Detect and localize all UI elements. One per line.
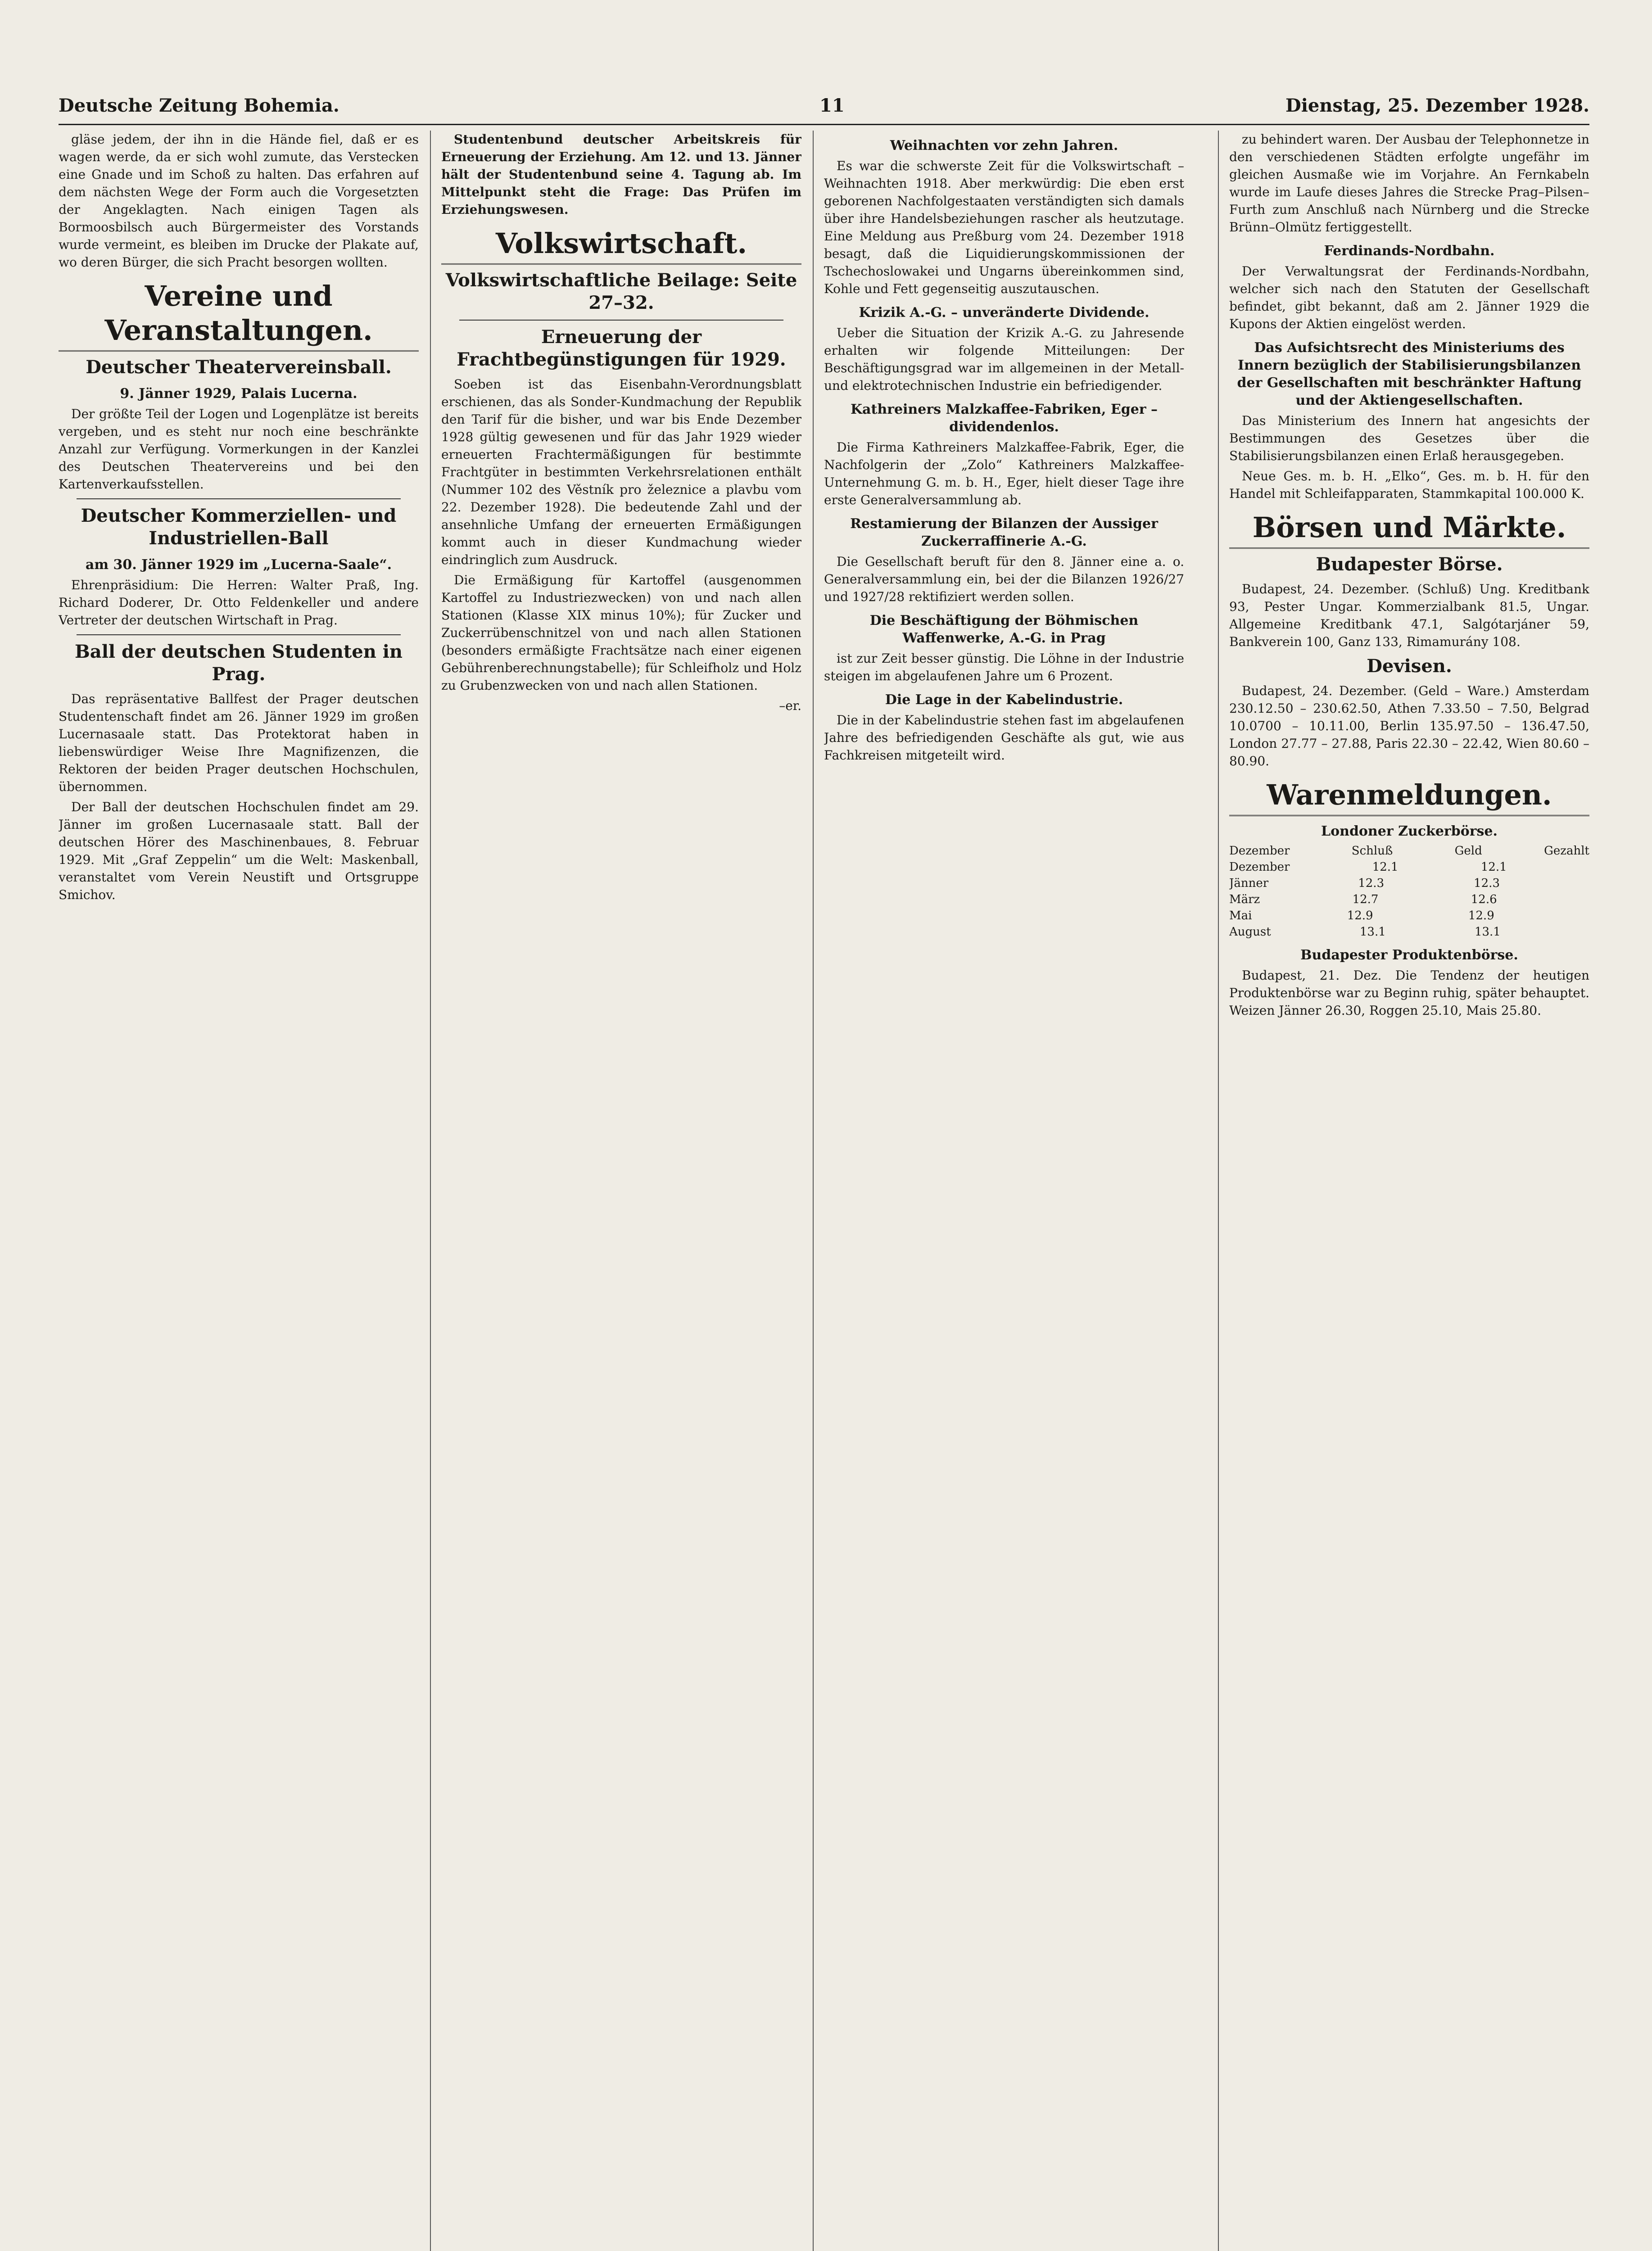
- table-cell: 12.9: [1468, 909, 1494, 922]
- column-divider: [430, 131, 431, 2251]
- article-heading: Weihnachten vor zehn Jahren.: [890, 138, 1118, 154]
- table-cell: März: [1229, 893, 1260, 906]
- divider: [459, 320, 783, 321]
- issue-date: Dienstag, 25. Dezember 1928.: [1285, 95, 1589, 116]
- article-text: Soeben ist das Eisenbahn-Verordnungsblatt erschienen, das als Sonder-Kundmachung der Republik den Tarif für die bisher, und war bis Ende Dezember 1928 gültig gewesenen und für das Jahr 1929 wieder erneuerten Frachtermäßigungen für bestimmte Frachtgüter in bestimmten Verkehrsrelationen enthält (Nummer 102 des Věstník pro železnice a plavbu vom 22. Dezember 1928). Die bedeutende Zahl und der ansehnliche Umfang der erneuerten Ermäßigungen kommt auch in dieser Kundmachung wieder eindringlich zum Ausdruck.: [441, 377, 801, 567]
- column-divider: [1218, 131, 1219, 2251]
- table-cell: 12.9: [1347, 909, 1373, 922]
- table-row: [1229, 908, 1589, 924]
- table-cell: August: [1229, 925, 1271, 939]
- table-cell: Dezember: [1229, 860, 1290, 874]
- article-text: Budapest, 21. Dez. Die Tendenz der heutigen Produktenbörse war zu Beginn ruhig, später behauptet. Weizen Jänner 26.30, Roggen 25.10, Mais 25.80.: [1229, 968, 1589, 1018]
- article-text: Die in der Kabelindustrie stehen fast im abgelaufenen Jahre des befriedigenden Geschäfte als gut, wie aus Fachkreisen mitgeteilt wird.: [824, 713, 1184, 763]
- newspaper-title: Deutsche Zeitung Bohemia.: [59, 95, 339, 116]
- article-subheading: 9. Jänner 1929, Palais Lucerna.: [120, 386, 358, 402]
- article-heading: Devisen.: [1367, 655, 1452, 677]
- article-text: Studentenbund deutscher Arbeitskreis für Erneuerung der Erziehung. Am 12. und 13. Jänner hält der Studentenbund seine 4. Tagung ab. Im Mittelpunkt steht die Frage: Das Prüfen im Erziehungswesen.: [441, 132, 801, 217]
- article-text: Budapest, 24. Dezember. (Geld – Ware.) Amsterdam 230.12.50 – 230.62.50, Athen 7.33.50 – 7.50, Belgrad 10.0700 – 10.11.00, Berlin 135.97.50 – 136.47.50, London 27.77 – 27.88, Paris 22.30 – 22.42, Wien 80.60 – 80.90.: [1229, 683, 1589, 768]
- table-header: [1229, 843, 1589, 859]
- article-text: Die Ermäßigung für Kartoffel (ausgenommen Kartoffel zu Industriezwecken) von und nach allen Stationen (Klasse XIX minus 10%); für Zucker und Zuckerrübenschnitzel von und nach allen Stationen (besonders ermäßigte Frachtsätze nach einer eigenen Gebührenberechnungstabelle); für Schleifholz und Holz zu Grubenzwecken von und nach allen Stationen.: [441, 573, 801, 693]
- table-cell: 13.1: [1474, 925, 1501, 939]
- divider: [77, 634, 401, 635]
- article-text: Der Ball der deutschen Hochschulen findet am 29. Jänner im großen Lucernasaale statt. Ball der deutschen Hörer des Maschinenbaues, 8. Februar 1929. Mit „Graf Zeppelin“ um die Welt: Maskenball, veranstaltet vom Verein Neustift und Ortsgruppe Smichov.: [59, 800, 419, 902]
- table-cell: 12.3: [1474, 877, 1500, 890]
- article-heading: Ferdinands-Nordbahn.: [1324, 243, 1495, 259]
- divider: [77, 498, 401, 499]
- section-heading: Vereine und Veranstaltungen.: [59, 279, 419, 352]
- section-heading: Börsen und Märkte.: [1229, 511, 1589, 549]
- article-text: Die Gesellschaft beruft für den 8. Jänner eine a. o. Generalversammlung ein, bei der die Bilanzen 1926/27 und 1927/28 rektifiziert werden sollen.: [824, 554, 1184, 604]
- table-row: [1229, 859, 1589, 875]
- table-cell: 12.1: [1480, 860, 1507, 874]
- article-heading: Budapester Börse.: [1316, 554, 1503, 575]
- column-2: [441, 131, 801, 2251]
- article-text: Ehrenpräsidium: Die Herren: Walter Praß, Ing. Richard Doderer, Dr. Otto Feldenkeller und andere Vertreter der deutschen Wirtschaft in Prag.: [59, 578, 419, 628]
- table-cell: Mai: [1229, 909, 1252, 922]
- table-cell: 12.7: [1352, 893, 1379, 906]
- article-text: Der Verwaltungsrat der Ferdinands-Nordbahn, welcher sich nach den Statuten der Gesellschaft befindet, gibt bekannt, daß am 2. Jänner 1929 die Kupons der Aktien eingelöst werden.: [1229, 264, 1589, 331]
- table-header-cell: Schluß: [1351, 844, 1393, 858]
- section-heading: Volkswirtschaft.: [441, 226, 801, 265]
- article-heading: Die Lage in der Kabelindustrie.: [885, 692, 1123, 708]
- article-text: Ueber die Situation der Krizik A.-G. zu Jahresende erhalten wir folgende Mitteilungen: Der Beschäftigungsgrad war im allgemeinen in der Metall- und elektrotechnischen Industrie ein befriedigender.: [824, 325, 1184, 393]
- article-heading: Ball der deutschen Studenten in Prag.: [74, 641, 403, 685]
- article-text: Das repräsentative Ballfest der Prager deutschen Studentenschaft findet am 26. Jänner 1929 im großen Lucernasaale statt. Das Protektorat haben in liebenswürdiger Weise Ihre Magnifizenzen, die Rektoren der beiden Prager deutschen Hochschulen, übernommen.: [59, 692, 419, 794]
- table-cell: 12.1: [1372, 860, 1399, 874]
- article-text: Es war die schwerste Zeit für die Volkswirtschaft – Weihnachten 1918. Aber merkwürdig: Die eben erst geborenen Nachfolgestaaten verständigten sich damals über ihre Handelsbeziehungen rascher als heutzutage. Eine Meldung aus Preßburg vom 24. Dezember 1918 besagt, daß die Liquidierungskommissionen der Tschechoslowakei und Ungarns übereinkommen sind, Kohle und Fett gegenseitig auszutauschen.: [824, 158, 1184, 296]
- article-text: zu behindert waren. Der Ausbau der Telephonnetze in den verschiedenen Städten erfolgte ungefähr im gleichen Ausmaße wie im Vorjahre. An Fernkabeln wurde im Laufe dieses Jahres die Strecke Prag–Pilsen–Furth zum Anschluß nach Nürnberg und die Strecke Brünn–Olmütz fertiggestellt.: [1229, 132, 1589, 235]
- article-text: gläse jedem, der ihn in die Hände fiel, daß er es wagen werde, da er sich wohl zumute, das Verstecken eine Gnade und im Schoß zu halten. Das erfahren auf dem nächsten Wege der Form auch die Vorgesetzten der Angeklagten. Nach einigen Tagen als Bormoosbilsch auch Bürgermeister des Vorstands wurde vermeint, es bleiben im Drucke der Plakate auf, wo deren Bürger, die sich Pracht besorgen wollten.: [59, 132, 419, 270]
- table-row: [1229, 891, 1589, 908]
- table-cell: 12.3: [1358, 877, 1385, 890]
- table-header-cell: Geld: [1454, 844, 1482, 858]
- article-heading: Erneuerung der Frachtbegünstigungen für 1929.: [457, 326, 786, 370]
- article-heading: Die Beschäftigung der Böhmischen Waffenwerke, A.-G. in Prag: [869, 613, 1139, 646]
- article-heading: Krizik A.-G. – unveränderte Dividende.: [859, 305, 1150, 321]
- article-text: Die Firma Kathreiners Malzkaffee-Fabrik, Eger, die Nachfolgerin der „Zolo“ Kathreiners Malzkaffee-Unternehmung G. m. b. H., Eger, hielt dieser Tage ihre erste Generalversammlung ab.: [824, 440, 1184, 507]
- column-3: [824, 131, 1184, 2251]
- table-cell: 13.1: [1359, 925, 1386, 939]
- column-divider: [813, 131, 814, 2251]
- table-cell: Jänner: [1229, 877, 1269, 890]
- article-text: Das Ministerium des Innern hat angesichts der Bestimmungen des Gesetzes über die Stabilisierungsbilanzen einen Erlaß herausgegeben.: [1229, 413, 1589, 463]
- table-header-cell: Dezember: [1229, 844, 1290, 858]
- column-4: [1229, 131, 1589, 2251]
- table-row: [1229, 924, 1589, 940]
- section-heading: Warenmeldungen.: [1229, 778, 1589, 816]
- table-cell: 12.6: [1471, 893, 1497, 906]
- table-row: [1229, 875, 1589, 891]
- table-header-cell: Gezahlt: [1544, 844, 1589, 858]
- article-text: Der größte Teil der Logen und Logenplätze ist bereits vergeben, und es steht nur noch eine beschränkte Anzahl zur Verfügung. Vormerkungen in der Kanzlei des Deutschen Theatervereins und bei den Kartenverkaufsstellen.: [59, 407, 419, 492]
- article-heading: Deutscher Theatervereinsball.: [86, 357, 392, 378]
- page-number: 11: [819, 95, 845, 116]
- column-1: [59, 131, 419, 2251]
- section-subheading: Volkswirtschaftliche Beilage: Seite 27–32.: [445, 270, 797, 313]
- article-text: Neue Ges. m. b. H. „Elko“, Ges. m. b. H. für den Handel mit Schleifapparaten, Stammkapital 100.000 K.: [1229, 469, 1589, 501]
- article-heading: Deutscher Kommerziellen- und Industriellen-Ball: [81, 505, 397, 549]
- article-heading: Restamierung der Bilanzen der Aussiger Zuckerraffinerie A.-G.: [850, 516, 1158, 549]
- article-subheading: am 30. Jänner 1929 im „Lucerna-Saale“.: [85, 557, 392, 573]
- article-heading: Londoner Zuckerbörse.: [1321, 823, 1498, 839]
- article-text: ist zur Zeit besser günstig. Die Löhne in der Industrie steigen im abgelaufenen Jahre um 6 Prozent.: [824, 651, 1184, 683]
- article-heading: Kathreiners Malzkaffee-Fabriken, Eger – dividendenlos.: [850, 402, 1158, 435]
- article-signature: –er.: [779, 698, 801, 713]
- article-text: Budapest, 24. Dezember. (Schluß) Ung. Kreditbank 93, Pester Ungar. Kommerzialbank 81.5, Ungar. Allgemeine Kreditbank 47.1, Salgótarjáner 59, Bankverein 100, Ganz 133, Rimamurány 108.: [1229, 582, 1589, 649]
- page-header: [59, 92, 1589, 125]
- article-heading: Budapester Produktenbörse.: [1300, 947, 1518, 963]
- article-heading: Das Aufsichtsrecht des Ministeriums des Innern bezüglich der Stabilisierungsbilanzen der Gesellschaften mit beschränkter Haftung und der Aktiengesellschaften.: [1237, 340, 1582, 408]
